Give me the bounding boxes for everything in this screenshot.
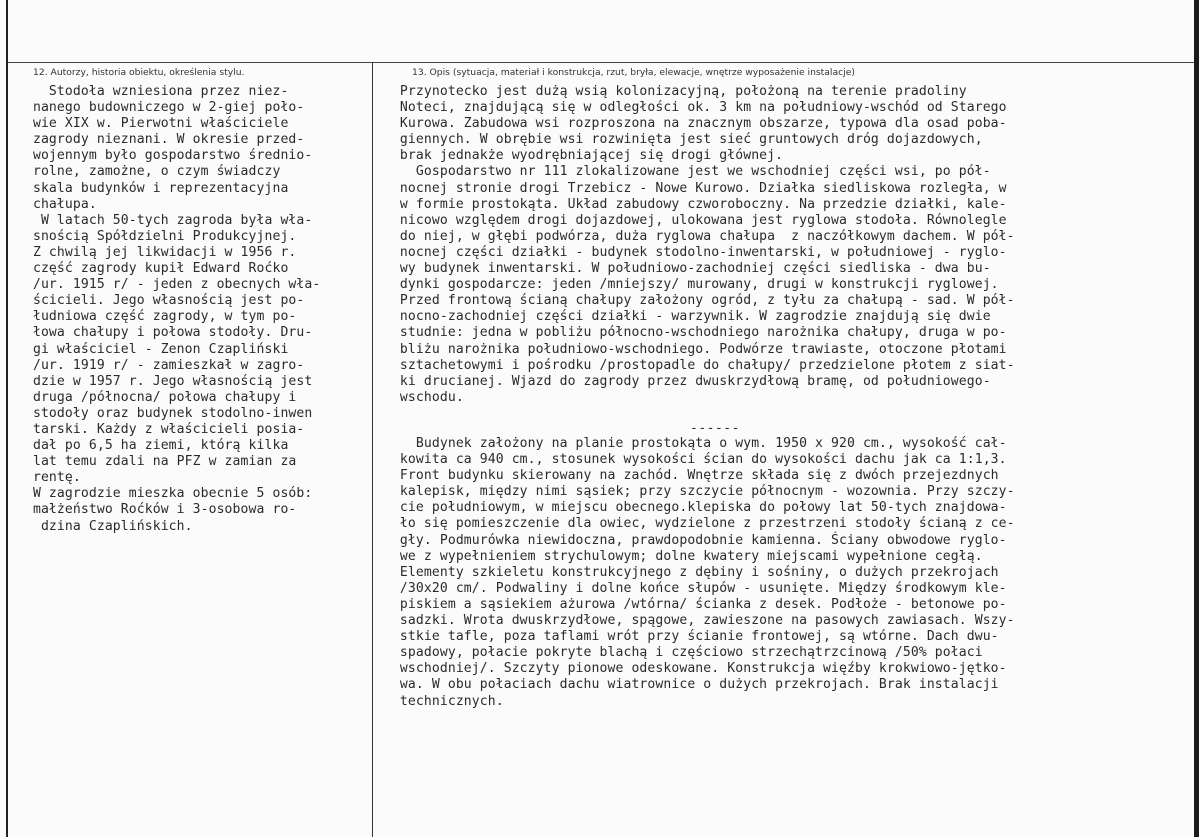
text-line: we z wypełnieniem strychulowym; dolne kwatery miejscami wypełnione cegłą. [368, 548, 983, 564]
text-line: wschodniej/. Szczyty pionowe odeskowane. Konstrukcja więźby krokwiowo-jętko- [368, 661, 1007, 677]
text-line: zagrody nieznani. W okresie przed- [17, 132, 305, 148]
text-line: stkie tafle, poza taflami wrót przy ścianie frontowej, są wtórne. Dach dwu- [368, 629, 999, 645]
text-line: kalepisk, między nimi sąsiek; przy szczycie północnym - wozownia. Przy szczy- [368, 484, 1015, 500]
text-line: cie południowym, w miejscu obecnego.klepiska do połowy lat 50-tych znajdowa- [368, 500, 1007, 516]
text-line: małżeństwo Roćków i 3-osobowa ro- [17, 502, 297, 518]
text-line: ło się pomieszczenie dla owiec, wydzielone z przestrzeni stodoły ścianą z ce- [368, 516, 1015, 532]
text-line: do niej, w głębi podwórza, duża ryglowa chałupa z naczółkowym dachem. W pół- [368, 228, 1015, 244]
section-separator: ------ [690, 421, 740, 436]
text-line: nicowo względem drogi dojazdowej, ulokowana jest ryglowa stodoła. Równolegle [368, 212, 1007, 228]
text-line: snością Spółdzielni Produkcyjnej. [17, 228, 297, 244]
text-line: Elementy szkieletu konstrukcyjnego z dębiny i sośniny, o dużych przekrojach [368, 564, 999, 580]
text-line: Przed frontową ścianą chałupy założony ogród, z tyłu za chałupą - sad. W pół- [368, 293, 1015, 309]
text-line: dzie w 1957 r. Jego własnością jest [17, 373, 313, 389]
page-right-edge [1194, 0, 1199, 837]
left-field-label: 12. Autorzy, historia obiektu, określenia stylu. [33, 67, 245, 78]
text-line: część zagrody kupił Edward Roćko [17, 261, 289, 277]
text-line: w formie prostokąta. Układ zabudowy czworoboczny. Na przedzie działki, kale- [368, 196, 1007, 212]
description-text [368, 84, 1015, 406]
text-line: druga /północna/ połowa chałupy i [17, 389, 297, 405]
text-line: stodoły oraz budynek stodolno-inwen [17, 405, 313, 421]
text-line: tarski. Każdy z właścicieli posia- [17, 421, 305, 437]
text-line: spadowy, połacie pokryte blachą i częściowo strzechątrzcinową /50% połaci [368, 645, 983, 661]
header-rule [8, 62, 1194, 63]
text-line: ścicieli. Jego własnością jest po- [17, 293, 305, 309]
text-line: łudniowa część zagrody, w tym po- [17, 309, 297, 325]
page-left-edge [6, 0, 8, 837]
text-line: studnie: jedna w pobliżu północno-wschodniego narożnika chałupy, druga w po- [368, 325, 1007, 341]
text-line: skala budynków i reprezentacyjna [17, 180, 289, 196]
text-line: wy budynek inwentarski. W południowo-zachodniej części siedliska - dwa bu- [368, 261, 991, 277]
text-line: dzina Czaplińskich. [17, 518, 193, 534]
history-text [17, 84, 320, 535]
text-line: Kurowa. Zabudowa wsi rozproszona na znacznym obszarze, typowa dla osad poba- [368, 116, 1007, 132]
text-line: ki drucianej. Wjazd do zagrody przez dwuskrzydłową bramę, od południowego- [368, 373, 991, 389]
text-line: Przynotecko jest dużą wsią kolonizacyjną, położoną na terenie pradoliny [368, 84, 967, 99]
text-line: kowita ca 940 cm., stosunek wysokości ścian do wysokości dachu jak ca 1:1,3. [368, 452, 1007, 468]
text-line: nanego budowniczego w 2-giej poło- [17, 100, 305, 116]
text-line: rentę. [17, 470, 81, 486]
text-line: Z chwilą jej likwidacji w 1956 r. [17, 244, 297, 260]
text-line: sadzki. Wrota dwuskrzydłowe, spągowe, zawieszone na pasowych zawiasach. Wszy- [368, 613, 1015, 629]
text-line: Gospodarstwo nr 111 zlokalizowane jest we wschodniej części wsi, po pół- [368, 164, 991, 180]
text-line: sztachetowymi i pośrodku /prostopadle do chałupy/ przedzielone płotem z siat- [368, 357, 1015, 373]
text-line: rolne, zamożne, o czym świadczy [17, 164, 281, 180]
text-line: piskiem a sąsiekiem ażurowa /wtórna/ ścianka z desek. Podłoże - betonowe po- [368, 596, 1007, 612]
text-line: wie XIX w. Pierwotni właściciele [17, 116, 289, 132]
text-line: dynki gospodarcze: jeden /mniejszy/ murowany, drugi w konstrukcji ryglowej. [368, 277, 999, 293]
text-line: dał po 6,5 ha ziemi, którą kilka [17, 438, 289, 454]
text-line: /ur. 1915 r/ - jeden z obecnych wła- [17, 277, 321, 293]
text-line: lat temu zdali na PFZ w zamian za [17, 454, 297, 470]
text-line: łowa chałupy i połowa stodoły. Dru- [17, 325, 313, 341]
text-line: wa. W obu połaciach dachu wiatrownice o dużych przekrojach. Brak instalacji [368, 677, 999, 693]
text-line: giennych. W obrębie wsi rozwinięta jest sieć gruntowych dróg dojazdowych, [368, 132, 983, 148]
text-line: /30x20 cm/. Podwaliny i dolne końce słupów - usunięte. Między środkowym kle- [368, 580, 1007, 596]
text-line: /ur. 1919 r/ - zamieszkał w zagro- [17, 357, 305, 373]
text-line: technicznych. [368, 693, 504, 709]
text-line: wschodu. [368, 389, 464, 405]
right-field-label: 13. Opis (sytuacja, materiał i konstrukcja, rzut, bryła, elewacje, wnętrze wyposażenie instalacje) [412, 67, 855, 78]
text-line: gi właściciel - Zenon Czapliński [17, 341, 289, 357]
text-line: nocnej części działki - budynek stodolno-inwentarski, w południowej - ryglo- [368, 244, 1007, 260]
text-line: W latach 50-tych zagroda była wła- [17, 212, 313, 228]
text-line: nocno-zachodniej części działki - warzywnik. W zagrodzie znajdują się dwie [368, 309, 991, 325]
building-description-text [368, 436, 1015, 710]
text-line: Budynek założony na planie prostokąta o wym. 1950 x 920 cm., wysokość cał- [368, 436, 1007, 451]
text-line: W zagrodzie mieszka obecnie 5 osób: [17, 486, 313, 502]
text-line: bliżu narożnika południowo-wschodniego. Podwórze trawiaste, otoczone płotami [368, 341, 1007, 357]
text-line: wojennym było gospodarstwo średnio- [17, 148, 313, 164]
text-line: chałupa. [17, 196, 97, 212]
text-line: Stodoła wzniesiona przez niez- [17, 84, 289, 99]
text-line: brak jednakże wyodrębniającej się drogi głównej. [368, 148, 784, 164]
text-line: nocnej stronie drogi Trzebicz - Nowe Kurowo. Działka siedliskowa rozległa, w [368, 180, 1007, 196]
text-line: gły. Podmurówka niewidoczna, prawdopodobnie kamienna. Ściany obwodowe ryglo- [368, 532, 1007, 548]
text-line: Noteci, znajdującą się w odległości ok. 3 km na południowy-wschód od Starego [368, 100, 1007, 116]
text-line: Front budynku skierowany na zachód. Wnętrze składa się z dwóch przejezdnych [368, 468, 999, 484]
